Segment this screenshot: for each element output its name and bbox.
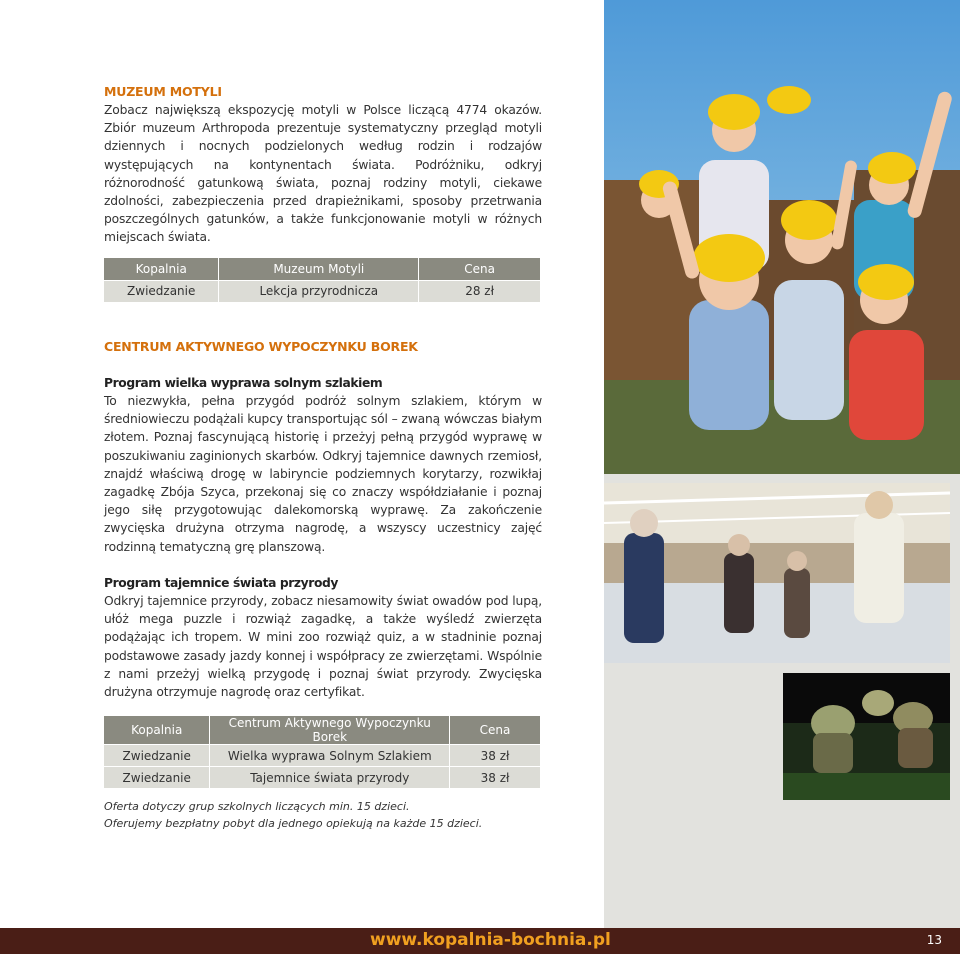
table-header-cell: Centrum Aktywnego Wypoczynku Borek — [210, 716, 450, 745]
table-header-cell: Muzeum Motyli — [219, 258, 419, 280]
program-text-wyprawa: To niezwykła, pełna przygód podróż solnym szlakiem, którym w średniowieczu podążali kupcy transportując sól – zwaną wówczas białym złotem. Poznaj fascynującą historię i przeżyj pełną przygód wyprawę w poszukiwaniu zaginionych skarbów. Odkryj tajemnice dawnych rzemiosł, znajdź właściwą drogę w labiryncie podziemnych korytarzy, rozwikłaj zagadkę Zbója Szyca, przekonaj się co znaczy współdziałanie i poznaj jego siłę przygotowując dalekomorską wyprawę. Za zakończenie zwycięska drużyna otrzyma nagrodę, a wszyscy uczestnicy zajęć rodzinną tematyczną grę planszową. — [104, 394, 542, 554]
page-number: 13 — [926, 933, 942, 947]
table-cell: 28 zł — [419, 280, 541, 302]
table-cell: Tajemnice świata przyrody — [210, 767, 450, 789]
note-group-size: Oferta dotyczy grup szkolnych liczących min. 15 dzieci. — [104, 800, 410, 813]
program-title-wyprawa: Program wielka wyprawa solnym szlakiem — [104, 376, 383, 390]
program-text-przyroda: Odkryj tajemnice przyrody, zobacz niesamowity świat owadów pod lupą, ułóż mega puzzle i rozwiąż zagadkę, a także wyśledź zwierzęta podążając ich tropem. W mini zoo rozwiąż quiz, a w stadninie poznaj podstawowe zasady jazdy konnej i współpracy ze zwierzętami. Wspólnie z nami przeżyj wielką przygodę i poznaj świat przyrody. Zwycięska drużyna otrzymuje nagrodę oraz certyfikat. — [104, 594, 542, 700]
table-header-cell: Cena — [450, 716, 541, 745]
footer-url-link[interactable]: www.kopalnia-bochnia.pl — [370, 930, 611, 950]
section-title-muzeum-motyli: MUZEUM MOTYLI — [104, 84, 222, 99]
table-header-cell: Cena — [419, 258, 541, 280]
table-cell: Zwiedzanie — [104, 745, 210, 767]
photo-ice-rink — [604, 483, 950, 663]
table-cell: Zwiedzanie — [104, 280, 219, 302]
photo-children-helmets — [604, 0, 960, 474]
section-text-muzeum-motyli: Zobacz największą ekspozycję motyli w Polsce liczącą 4774 okazów. Zbiór muzeum Arthropoda prezentuje systematyczny przegląd motyli dziennych i nocnych podzielonych według rodzin i rodzajów występujących na kontynentach świata. Podróżniku, odkryj różnorodność gatunkową świata, poznaj rodziny motyli, ciekawe zdolności, zabezpieczenia przed drapieżnikami, sposoby przetrwania poszczególnych gatunków, a także funkcjonowanie motyli w różnych miejscach świata. — [104, 103, 542, 245]
table-cell: Lekcja przyrodnicza — [219, 280, 419, 302]
table-header-row — [104, 258, 541, 280]
section-title-centrum-borek: CENTRUM AKTYWNEGO WYPOCZYNKU BOREK — [104, 339, 418, 354]
note-free-guardian: Oferujemy bezpłatny pobyt dla jednego opiekują na każde 15 dzieci. — [104, 817, 483, 830]
table-row — [104, 767, 541, 789]
table-cell: Wielka wyprawa Solnym Szlakiem — [210, 745, 450, 767]
table-cell: Zwiedzanie — [104, 767, 210, 789]
table-header-cell: Kopalnia — [104, 258, 219, 280]
table-row — [104, 280, 541, 302]
price-table-muzeum — [104, 258, 541, 303]
price-table-borek — [104, 716, 541, 789]
table-cell: 38 zł — [450, 767, 541, 789]
table-header-cell: Kopalnia — [104, 716, 210, 745]
table-row — [104, 745, 541, 767]
page-footer — [0, 928, 960, 954]
program-title-przyroda: Program tajemnice świata przyrody — [104, 576, 339, 590]
table-cell: 38 zł — [450, 745, 541, 767]
table-header-row — [104, 716, 541, 745]
photo-theatre-stage — [783, 673, 950, 800]
